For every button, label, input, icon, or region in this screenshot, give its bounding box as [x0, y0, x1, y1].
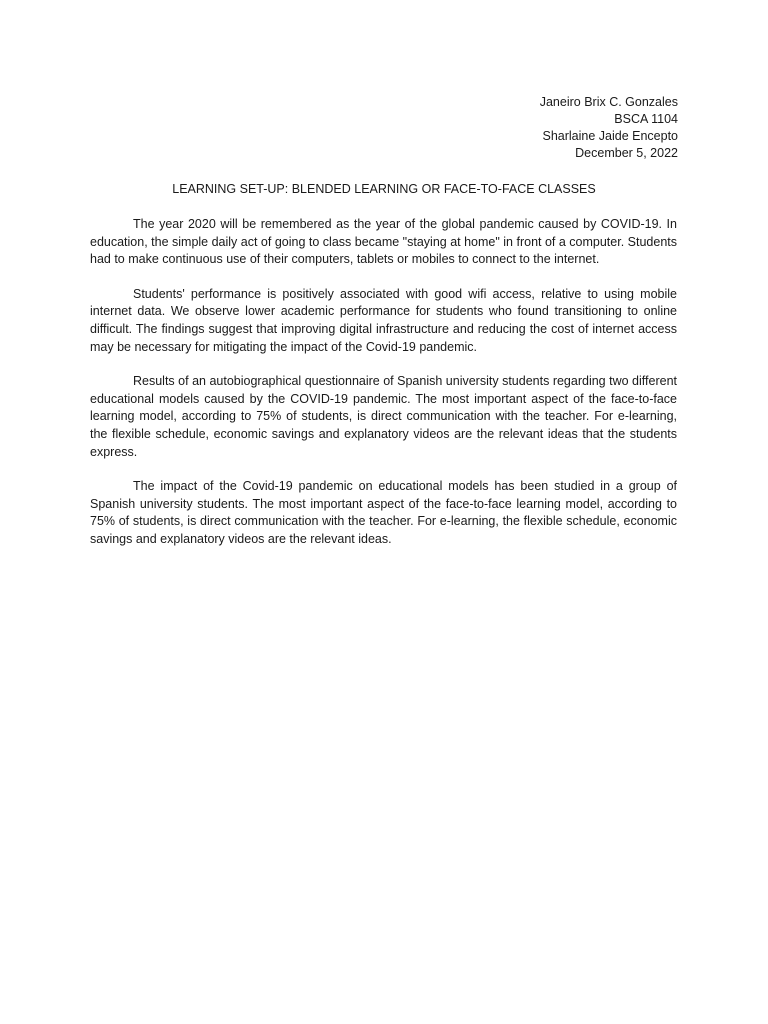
author-name: Janeiro Brix C. Gonzales — [539, 95, 678, 109]
document-body — [90, 216, 677, 566]
document-date: December 5, 2022 — [575, 146, 678, 160]
document-title: LEARNING SET-UP: BLENDED LEARNING OR FACE-TO-FACE CLASSES — [172, 182, 596, 196]
course-section: BSCA 1104 — [614, 112, 678, 126]
instructor-name: Sharlaine Jaide Encepto — [542, 129, 678, 143]
document-header — [540, 94, 678, 162]
paragraph-4: The impact of the Covid-19 pandemic on educational models has been studied in a group of Spanish university students. The most important aspect of the face-to-face learning model, according to 75% of students, is direct communication with the teacher. For e-learning, the flexible schedule, economic savings and explanatory videos are the relevant ideas. — [90, 479, 677, 546]
paragraph-1: The year 2020 will be remembered as the year of the global pandemic caused by COVID-19. In education, the simple daily act of going to class became "staying at home" in front of a computer. Students had to make continuous use of their computers, tablets or mobiles to connect to the internet. — [90, 217, 677, 267]
paragraph-3: Results of an autobiographical questionnaire of Spanish university students regarding two different educational models caused by the COVID-19 pandemic. The most important aspect of the face-to-face learning model, according to 75% of students, is direct communication with the teacher. For e-learning, the flexible schedule, economic savings and explanatory videos are the relevant ideas that the students express. — [90, 374, 677, 459]
paragraph-2: Students' performance is positively associated with good wifi access, relative to using mobile internet data. We observe lower academic performance for students who found transitioning to online difficult. The findings suggest that improving digital infrastructure and reducing the cost of internet access may be necessary for mitigating the impact of the Covid-19 pandemic. — [90, 286, 677, 354]
